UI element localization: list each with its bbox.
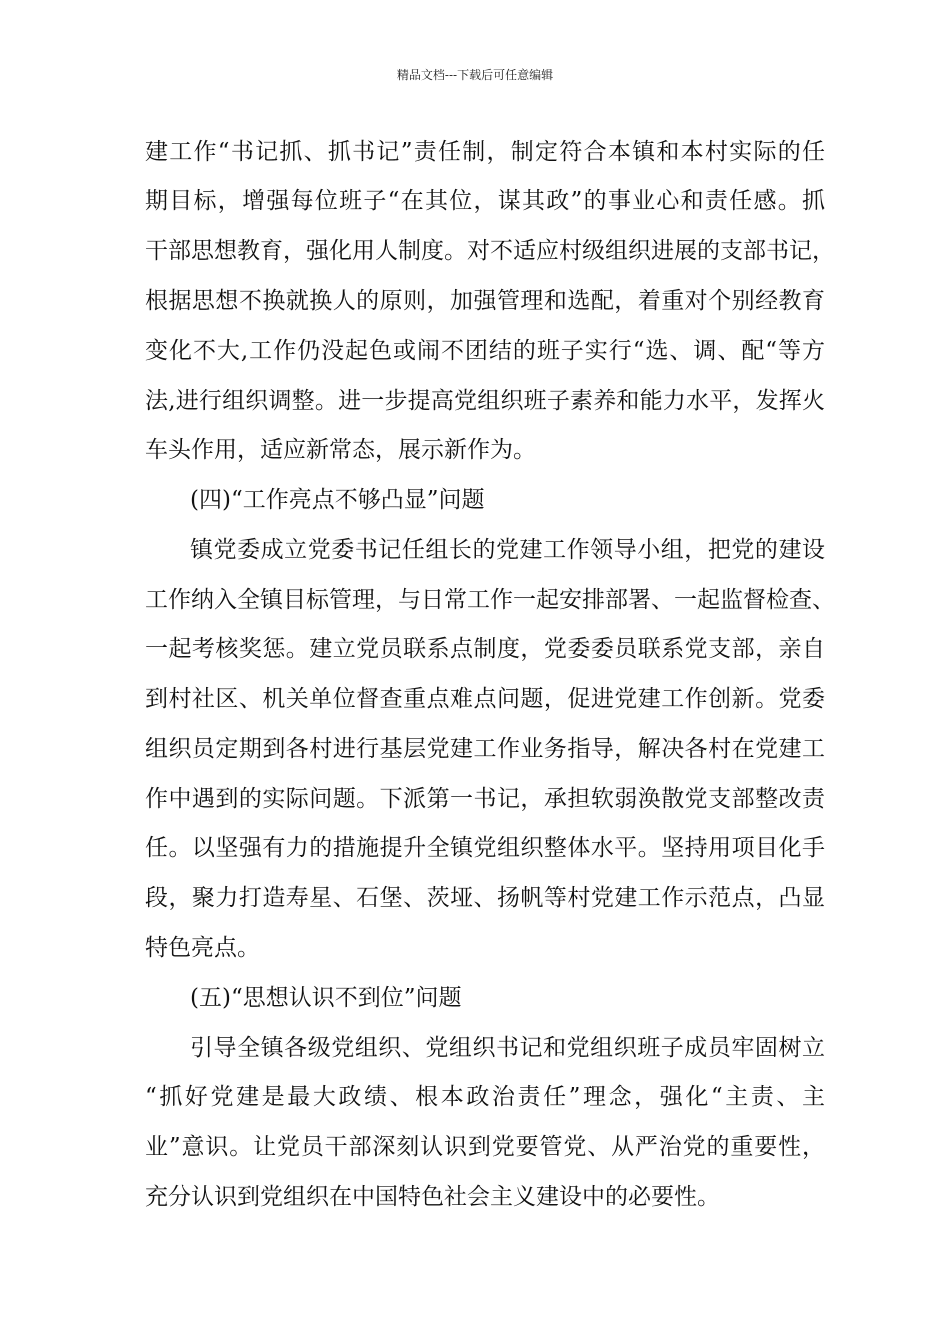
text-line: 法,进行组织调整。进一步提高党组织班子素养和能力水平，发挥火 — [145, 388, 825, 414]
text-line: 镇党委成立党委书记任组长的党建工作领导小组，把党的建设 — [190, 537, 825, 563]
text-line: 干部思想教育，强化用人制度。对不适应村级组织进展的支部书记， — [145, 238, 835, 264]
text-line: 变化不大,工作仍没起色或闹不团结的班子实行“选、调、配“等方 — [145, 338, 825, 364]
text-line: 期目标，增强每位班子“在其位，谋其政”的事业心和责任感。抓 — [145, 188, 825, 214]
text-line: 车头作用，适应新常态，展示新作为。 — [145, 437, 536, 463]
text-line: 组织员定期到各村进行基层党建工作业务指导，解决各村在党建工 — [145, 736, 825, 762]
text-line: 根据思想不换就换人的原则，加强管理和选配，着重对个别经教育 — [145, 288, 825, 314]
text-line: 特色亮点。 — [145, 935, 260, 961]
text-line: 业”意识。让党员干部深刻认识到党要管党、从严治党的重要性， — [145, 1134, 825, 1160]
text-line: 充分认识到党组织在中国特色社会主义建设中的必要性。 — [145, 1184, 720, 1210]
section-heading: (五)“思想认识不到位”问题 — [190, 985, 462, 1011]
text-line: 任。以坚强有力的措施提升全镇党组织整体水平。坚持用项目化手 — [145, 835, 825, 861]
text-line: 作中遇到的实际问题。下派第一书记，承担软弱涣散党支部整改责 — [145, 786, 825, 812]
section-heading: (四)“工作亮点不够凸显”问题 — [190, 487, 485, 513]
page-header: 精品文档---下载后可任意编辑 — [396, 68, 554, 82]
text-line: 工作纳入全镇目标管理，与日常工作一起安排部署、一起监督检查、 — [145, 587, 835, 613]
text-line: “抓好党建是最大政绩、根本政治责任”理念，强化“主责、主 — [145, 1084, 825, 1110]
text-line: 引导全镇各级党组织、党组织书记和党组织班子成员牢固树立 — [190, 1035, 825, 1061]
text-line: 一起考核奖惩。建立党员联系点制度，党委委员联系党支部，亲自 — [145, 636, 825, 662]
text-line: 段，聚力打造寿星、石堡、茨垭、扬帆等村党建工作示范点，凸显 — [145, 885, 825, 911]
text-line: 建工作“书记抓、抓书记”责任制，制定符合本镇和本村实际的任 — [145, 139, 825, 165]
text-line: 到村社区、机关单位督查重点难点问题，促进党建工作创新。党委 — [145, 686, 825, 712]
